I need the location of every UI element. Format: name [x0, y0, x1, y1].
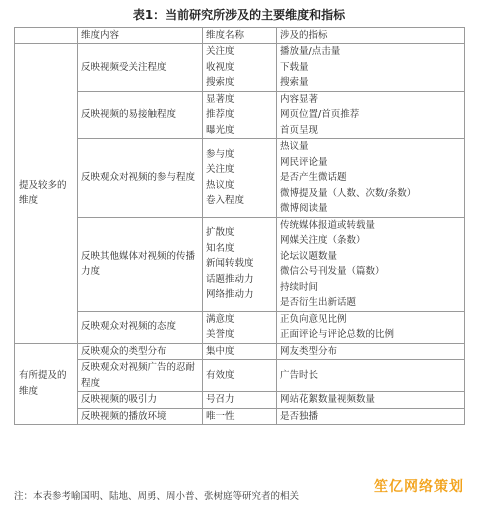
indicator: 内容显著 [280, 93, 319, 105]
dimension-name: 关注度 [206, 164, 235, 176]
dimension-name: 唯一性 [206, 410, 235, 422]
indicator: 是否独播 [280, 410, 319, 422]
dimension-name: 显著度 [206, 93, 235, 105]
table-row [15, 217, 465, 311]
dimension-name: 集中度 [206, 345, 235, 357]
dimension-name-cell [203, 408, 277, 425]
dimension-content-cell: 反映观众对视频广告的忍耐程度 [78, 360, 203, 392]
dimension-content-cell: 反映视频的播放环境 [78, 408, 203, 425]
dimension-name-cell [203, 217, 277, 311]
indicator-cell [277, 311, 465, 343]
dimension-name: 参与度 [206, 148, 235, 160]
dimension-name-cell [203, 360, 277, 392]
indicator: 热议量 [280, 141, 309, 152]
table-row [15, 392, 465, 409]
category-cell: 有所提及的维度 [15, 343, 78, 425]
indicator: 正负向意见比例 [280, 313, 347, 325]
dimension-table [14, 27, 465, 425]
category-cell: 提及较多的维度 [15, 44, 78, 344]
dimension-name: 收视度 [206, 61, 235, 73]
table-row [15, 408, 465, 425]
dimension-content-cell: 反映观众对视频的参与程度 [78, 139, 203, 218]
indicator-cell [277, 44, 465, 92]
dimension-name: 热议度 [206, 179, 235, 191]
dimension-content-cell: 反映其他媒体对视频的传播力度 [78, 217, 203, 311]
indicator: 是否产生微话题 [280, 172, 347, 183]
indicator-cell [277, 392, 465, 409]
dimension-name: 卷入程度 [206, 195, 245, 207]
indicator: 网民评论量 [280, 156, 328, 168]
indicator-cell [277, 360, 465, 392]
header-empty-cell [15, 28, 78, 44]
table-row [15, 139, 465, 218]
dimension-name-cell [203, 139, 277, 218]
dimension-name: 推荐度 [206, 109, 235, 120]
indicator: 微博提及量（人数、次数/条数） [280, 187, 417, 199]
indicator: 传统媒体报道或转载量 [280, 219, 376, 231]
indicator: 下载量 [280, 61, 309, 73]
dimension-name: 美誉度 [206, 329, 235, 340]
table-row [15, 343, 465, 360]
indicator: 网页位置/首页推荐 [280, 109, 360, 120]
dimension-content-cell: 反映视频受关注程度 [78, 44, 203, 92]
indicator: 播放量/点击量 [280, 46, 341, 57]
table-header-row [15, 28, 465, 44]
dimension-content-cell: 反映视频的易接触程度 [78, 91, 203, 139]
header-dimension: 维度内容 [78, 28, 203, 44]
dimension-name: 网络推动力 [206, 289, 254, 301]
footnote: 注：本表参考喻国明、陆地、周勇、周小普、张树庭等研究者的相关 [14, 491, 300, 502]
indicator: 广告时长 [280, 369, 319, 381]
dimension-content-cell: 反映观众的类型分布 [78, 343, 203, 360]
table-row [15, 44, 465, 92]
dimension-name-cell [203, 311, 277, 343]
indicator-cell [277, 408, 465, 425]
dimension-name-cell [203, 91, 277, 139]
indicator: 搜索量 [280, 77, 309, 88]
indicator-cell [277, 217, 465, 311]
dimension-name-cell [203, 44, 277, 92]
header-dim-name: 维度名称 [203, 28, 277, 44]
dimension-name: 扩散度 [206, 227, 235, 239]
dimension-name: 关注度 [206, 46, 235, 57]
indicator: 持续时间 [280, 281, 319, 293]
dimension-name: 满意度 [206, 313, 235, 325]
header-indicators: 涉及的指标 [277, 28, 465, 44]
dimension-content-cell: 反映观众对视频的态度 [78, 311, 203, 343]
indicator: 正面评论与评论总数的比例 [280, 329, 395, 340]
indicator-cell [277, 91, 465, 139]
indicator: 微博阅读量 [280, 203, 328, 214]
table-row [15, 360, 465, 392]
table-row [15, 91, 465, 139]
dimension-name: 曝光度 [206, 124, 235, 136]
table-row [15, 311, 465, 343]
dimension-name-cell [203, 392, 277, 409]
indicator: 网媒关注度（条数） [280, 235, 366, 246]
dimension-name-cell [203, 343, 277, 360]
dimension-name: 号召力 [206, 394, 235, 405]
dimension-name: 话题推动力 [206, 273, 254, 285]
indicator: 论坛议题数量 [280, 250, 338, 262]
dimension-name: 搜索度 [206, 77, 235, 88]
indicator: 微信公号刊发量（篇数） [280, 266, 385, 277]
dimension-name: 新闻转载度 [206, 258, 254, 270]
indicator: 是否衍生出新话题 [280, 297, 357, 308]
indicator-cell [277, 343, 465, 360]
indicator: 网友类型分布 [280, 345, 338, 357]
watermark-logo: 笙亿网络策划 [374, 479, 464, 495]
table-title: 表1：当前研究所涉及的主要维度和指标 [132, 8, 346, 22]
dimension-name: 知名度 [206, 242, 235, 254]
indicator-cell [277, 139, 465, 218]
indicator: 首页呈现 [280, 124, 319, 136]
dimension-name: 有效度 [206, 369, 235, 381]
dimension-content-cell: 反映视频的吸引力 [78, 392, 203, 409]
indicator: 网站花絮数量视频数量 [280, 394, 376, 405]
